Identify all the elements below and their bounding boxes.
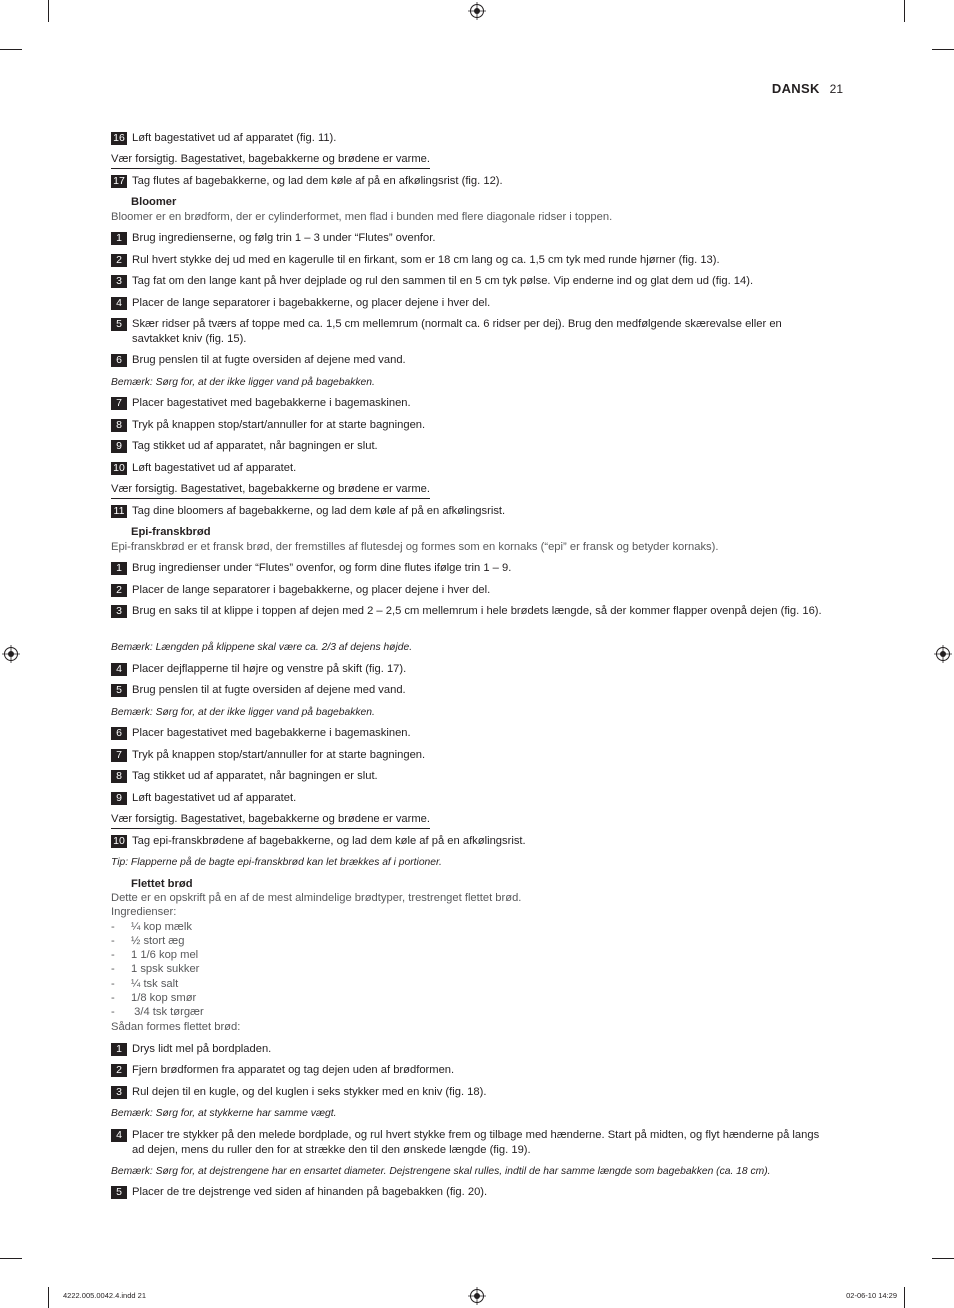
step-number: 2 (111, 1064, 127, 1077)
crop-mark (904, 1287, 905, 1308)
step-number: 10 (111, 462, 127, 475)
step-text: Placer bagestativet med bagebakkerne i bagemaskinen. (132, 397, 411, 409)
step-row (111, 726, 831, 741)
section-title: Flettet brød (131, 878, 193, 890)
step-text: Tag flutes af bagebakkerne, og lad dem køle af på en afkølingsrist (fig. 12). (132, 175, 503, 187)
footer-file: 4222.005.0042.4.indd 21 (63, 1291, 146, 1300)
registration-mark-icon (2, 645, 20, 663)
warning-text: Vær forsigtig. Bagestativet, bagebakkerne og brødene er varme. (111, 152, 430, 169)
crop-mark (48, 1287, 49, 1308)
section-description (111, 210, 831, 224)
step-text: Rul dejen til en kugle, og del kuglen i seks stykker med en kniv (fig. 18). (132, 1086, 487, 1098)
step-row (111, 791, 831, 806)
language-label: DANSK (771, 81, 820, 96)
step-text: Fjern brødformen fra apparatet og tag dejen uden af brødformen. (132, 1064, 455, 1076)
step-row (111, 683, 831, 698)
step-text: Placer de lange separatorer i bagebakkerne, og placer dejene i hver del. (132, 584, 491, 596)
crop-mark (904, 0, 905, 22)
step-text: Tag stikket ud af apparatet, når bagningen er slut. (132, 770, 378, 782)
step-row (111, 1085, 831, 1100)
step-number: 16 (111, 132, 127, 145)
step-number: 3 (111, 605, 127, 618)
step-text: Tryk på knappen stop/start/annuller for at starte bagningen. (132, 749, 426, 761)
step-text: Placer bagestativet med bagebakkerne i bagemaskinen. (132, 727, 411, 739)
ingredient-item: - ½ stort æg (111, 934, 185, 947)
warning-text: Vær forsigtig. Bagestativet, bagebakkerne og brødene er varme. (111, 482, 430, 499)
description-text: Bloomer er en brødform, der er cylinderformet, men flad i bunden med flere diagonale ridser i toppen. (111, 211, 613, 223)
tip-text: Tip: Flapperne på de bagte epi-franskbrød kan let brækkes af i portioner. (111, 857, 442, 868)
step-number: 2 (111, 584, 127, 597)
description-text: Epi-franskbrød er et fransk brød, der fremstilles af flutesdej og formes som en kornaks (“epi” er fransk og betyder kornaks). (111, 541, 719, 553)
step-text: Løft bagestativet ud af apparatet. (132, 462, 297, 474)
page-header (700, 81, 843, 96)
step-text: Drys lidt mel på bordpladen. (132, 1043, 272, 1055)
step-row (111, 174, 831, 189)
description-text: Dette er en opskrift på en af de mest almindelige brødtyper, trestrenget flettet brød. (111, 892, 522, 904)
step-text: Brug en saks til at klippe i toppen af dejen med 2 – 2,5 cm mellemrum i hele brødets længde, så der kommer flapper ovenpå dejen (fig. 16). (132, 605, 822, 617)
step-number: 8 (111, 770, 127, 783)
step-text: Placer de tre dejstrenge ved siden af hinanden på bagebakken (fig. 20). (132, 1186, 488, 1198)
step-row (111, 231, 831, 246)
step-row (111, 396, 831, 411)
step-row (111, 418, 831, 433)
step-row (111, 296, 831, 311)
page-number: 21 (829, 82, 843, 96)
ingredients-label: Ingredienser: (111, 906, 177, 919)
footer-date: 02-06-10 14:29 (846, 1291, 897, 1300)
description-text: Sådan formes flettet brød: (111, 1020, 241, 1033)
step-text: Tag dine bloomers af bagebakkerne, og lad dem køle af på en afkølingsrist. (132, 505, 506, 517)
note-text: Bemærk: Sørg for, at der ikke ligger vand på bagebakken. (111, 377, 375, 388)
section-description (111, 540, 831, 554)
ingredient-item: - ¼ tsk salt (111, 977, 179, 990)
step-text: Skær ridser på tværs af toppe med ca. 1,5 cm mellemrum (normalt ca. 6 ridser per dej). Brug den medfølgende skærevalse eller en savtakket kniv (fig. 15). (132, 318, 782, 345)
step-number: 3 (111, 275, 127, 288)
step-row (111, 504, 831, 519)
step-number: 11 (111, 505, 127, 518)
step-row (111, 439, 831, 454)
step-number: 6 (111, 354, 127, 367)
step-number: 4 (111, 1129, 127, 1142)
ingredient-item: - 3/4 tsk tørgær (111, 1006, 204, 1019)
note-text: Bemærk: Sørg for, at der ikke ligger vand på bagebakken. (111, 707, 375, 718)
step-number: 17 (111, 175, 127, 188)
step-row (111, 583, 831, 598)
step-row (111, 561, 831, 576)
step-row (111, 1185, 831, 1200)
step-number: 5 (111, 684, 127, 697)
note-text: Bemærk: Sørg for, at dejstrengene har en ensartet diameter. Dejstrengene skal rulles, indtil de har samme længde som bagebakken (ca. 18 cm). (111, 1166, 771, 1177)
note-text: Bemærk: Sørg for, at stykkerne har samme vægt. (111, 1108, 337, 1119)
step-row (111, 834, 831, 849)
step-row (111, 748, 831, 763)
note-text: Bemærk: Længden på klippene skal være ca. 2/3 af dejens højde. (111, 642, 413, 653)
warning-text: Vær forsigtig. Bagestativet, bagebakkerne og brødene er varme. (111, 812, 430, 829)
step-number: 4 (111, 297, 127, 310)
crop-mark (0, 49, 22, 50)
step-row (111, 604, 831, 619)
step-text: Placer tre stykker på den melede bordplade, og rul hvert stykke frem og tilbage med hænderne. Start på midten, og flyt hænderne på langs ad dejen, mens du ruller den for at strække den til den ønskede længde (fig. 19). (132, 1129, 820, 1156)
step-number: 1 (111, 1043, 127, 1056)
step-text: Tryk på knappen stop/start/annuller for at starte bagningen. (132, 419, 426, 431)
step-number: 5 (111, 318, 127, 331)
step-text: Brug ingredienser under “Flutes” ovenfor, og form dine flutes ifølge trin 1 – 9. (132, 562, 512, 574)
crop-mark (932, 49, 954, 50)
ingredient-item: - ¼ kop mælk (111, 920, 192, 933)
step-text: Brug penslen til at fugte oversiden af dejene med vand. (132, 684, 406, 696)
step-text: Tag stikket ud af apparatet, når bagningen er slut. (132, 440, 378, 452)
step-text: Placer dejflapperne til højre og venstre på skift (fig. 17). (132, 663, 407, 675)
step-number: 4 (111, 663, 127, 676)
ingredient-item: - 1 1/6 kop mel (111, 949, 199, 962)
step-row (111, 253, 831, 268)
step-number: 7 (111, 397, 127, 410)
step-row (111, 1042, 831, 1057)
step-number: 2 (111, 254, 127, 267)
step-row (111, 317, 831, 347)
section-title: Epi-franskbrød (131, 526, 211, 538)
step-row (111, 769, 831, 784)
step-number: 1 (111, 232, 127, 245)
step-text: Tag epi-franskbrødene af bagebakkerne, og lad dem køle af på en afkølingsrist. (132, 835, 526, 847)
section-title: Bloomer (131, 196, 177, 208)
ingredient-item: - 1/8 kop smør (111, 992, 197, 1005)
step-number: 9 (111, 440, 127, 453)
step-row (111, 131, 831, 146)
crop-mark (932, 1258, 954, 1259)
step-text: Placer de lange separatorer i bagebakkerne, og placer dejene i hver del. (132, 297, 491, 309)
ingredient-item: - 1 spsk sukker (111, 963, 200, 976)
step-text: Brug penslen til at fugte oversiden af dejene med vand. (132, 354, 406, 366)
step-number: 7 (111, 749, 127, 762)
registration-mark-icon (468, 1287, 486, 1305)
step-number: 9 (111, 792, 127, 805)
step-row (111, 1128, 831, 1158)
step-row (111, 461, 831, 476)
step-row (111, 662, 831, 677)
step-number: 8 (111, 419, 127, 432)
step-text: Tag fat om den lange kant på hver dejplade og rul den sammen til en 5 cm tyk pølse. Vip enderne ind og glat dem ud (fig. 14). (132, 275, 754, 287)
step-number: 6 (111, 727, 127, 740)
step-text: Rul hvert stykke dej ud med en kagerulle til en firkant, som er 18 cm lang og ca. 1,5 cm tyk med runde hjørner (fig. 13). (132, 254, 720, 266)
step-text: Brug ingredienserne, og følg trin 1 – 3 under “Flutes” ovenfor. (132, 232, 436, 244)
registration-mark-icon (934, 645, 952, 663)
step-text: Løft bagestativet ud af apparatet. (132, 792, 297, 804)
crop-mark (48, 0, 49, 22)
step-number: 5 (111, 1186, 127, 1199)
step-row (111, 274, 831, 289)
step-row (111, 1063, 831, 1078)
step-row (111, 353, 831, 368)
step-number: 1 (111, 562, 127, 575)
crop-mark (0, 1258, 22, 1259)
section-description (111, 891, 831, 1034)
registration-mark-icon (468, 2, 486, 20)
step-text: Løft bagestativet ud af apparatet (fig. 11). (132, 132, 337, 144)
step-number: 10 (111, 835, 127, 848)
step-number: 3 (111, 1086, 127, 1099)
